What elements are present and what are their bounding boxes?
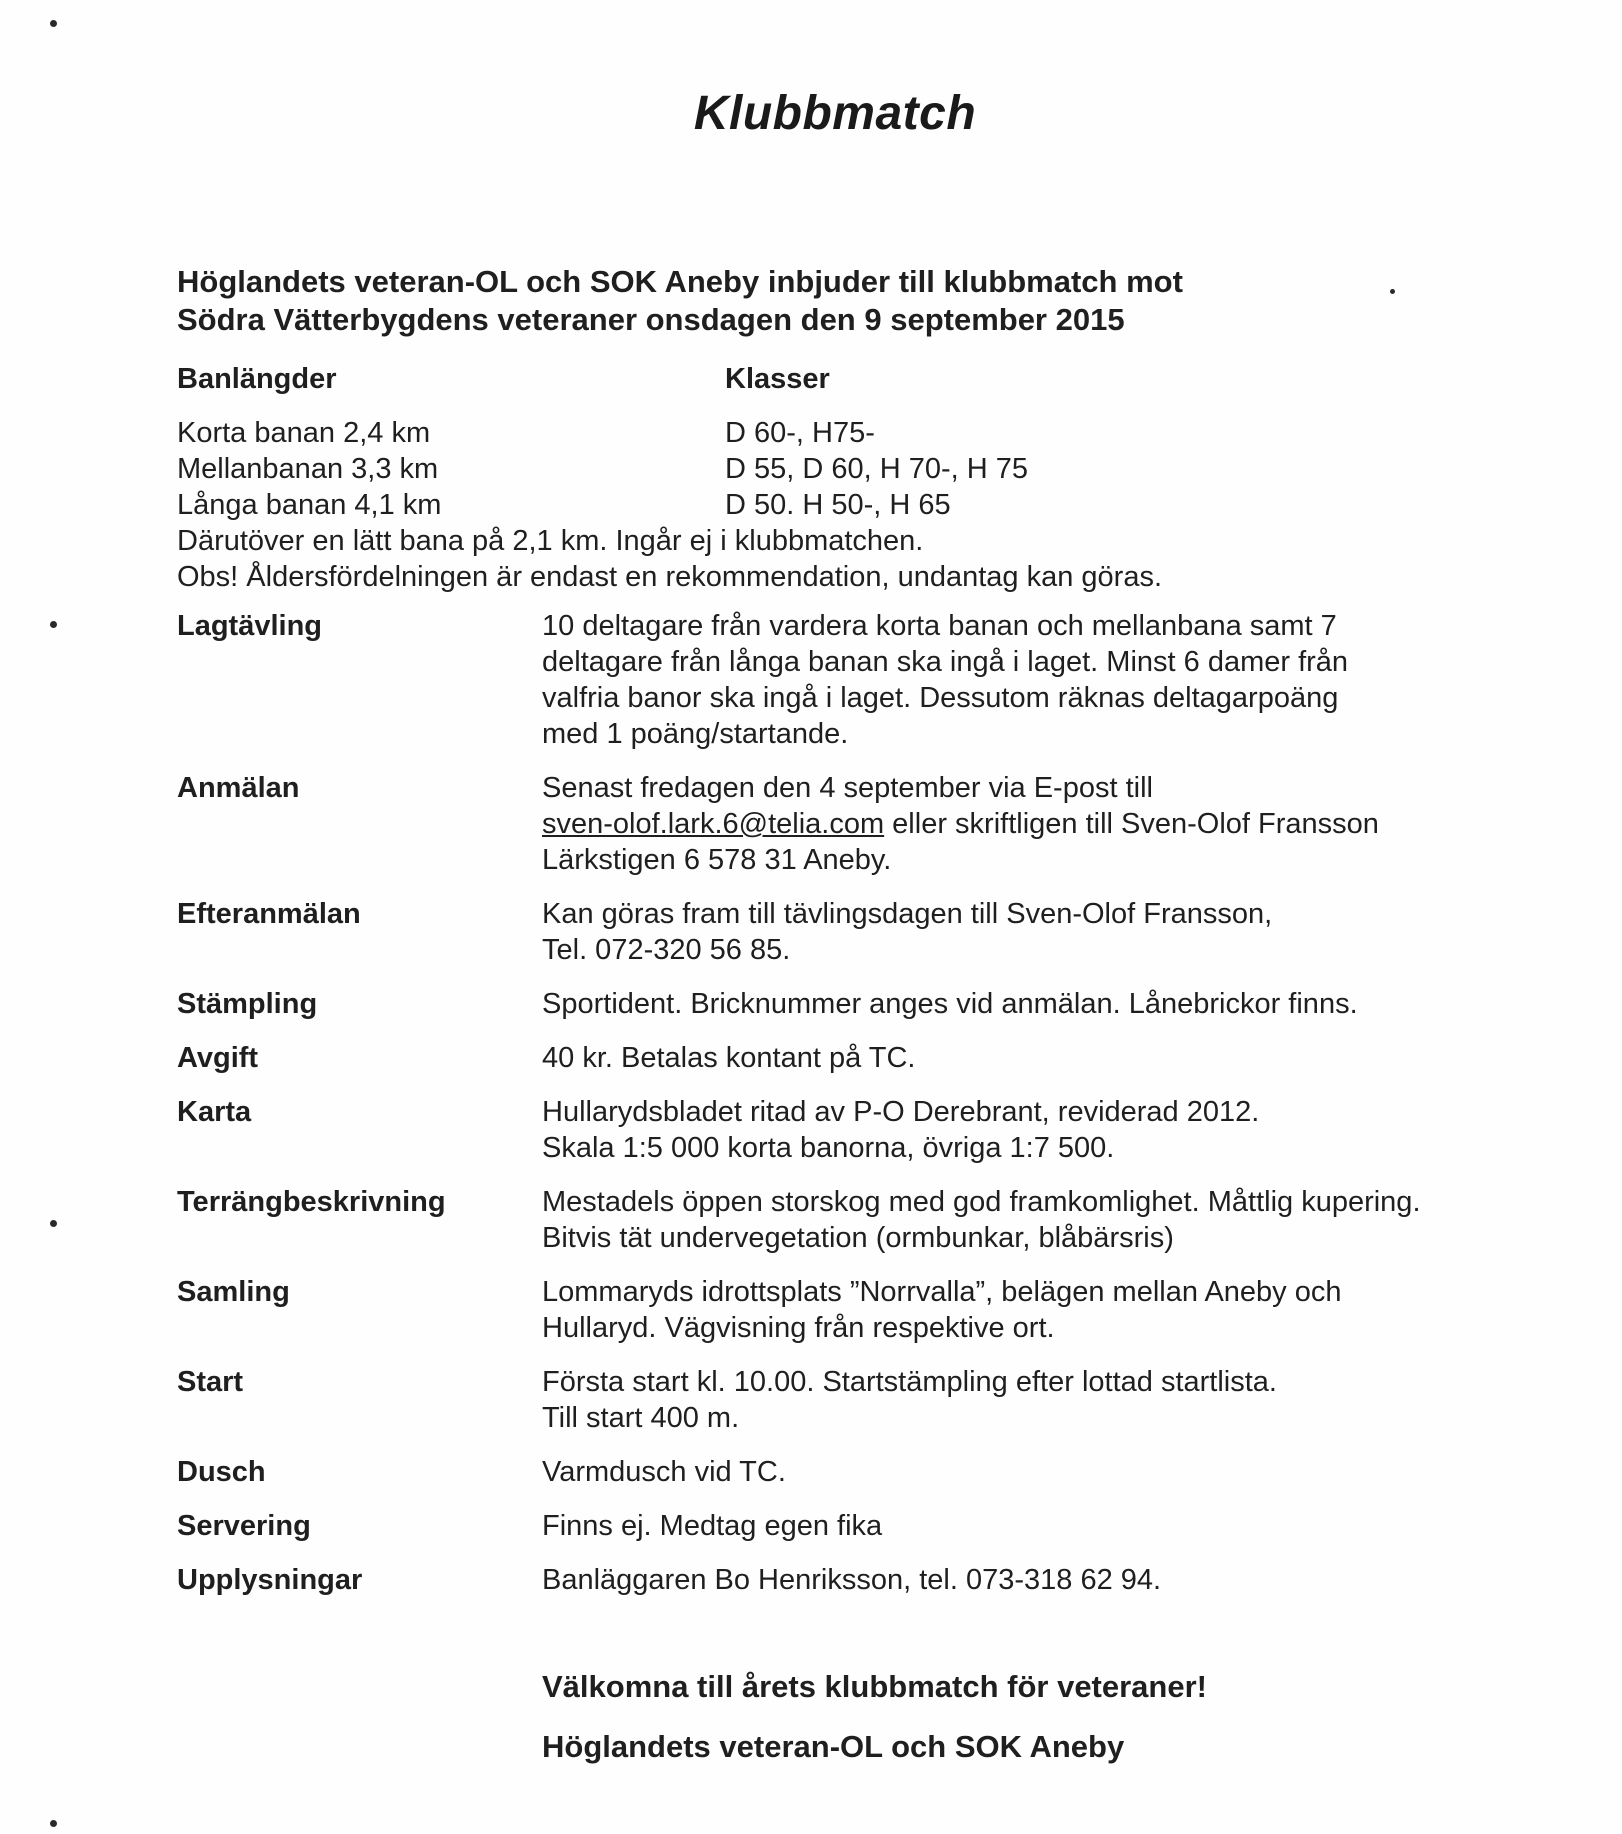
info-row-start: [177, 1364, 1477, 1436]
info-line-rest: eller skriftligen till Sven-Olof Fransson: [884, 808, 1379, 840]
info-label: Servering: [177, 1510, 311, 1542]
scan-speck: [1390, 289, 1395, 294]
course-classes: D 55, D 60, H 70-, H 75: [725, 453, 1029, 485]
info-label: Dusch: [177, 1456, 266, 1488]
invitation-line-2: Södra Vätterbygdens veteraner onsdagen den 9 september 2015: [177, 302, 1125, 337]
course-row: [177, 415, 1162, 451]
info-value: [542, 1364, 1477, 1436]
course-list: [177, 415, 1162, 595]
info-label: Terrängbeskrivning: [177, 1186, 446, 1218]
info-line: Hullarydsbladet ritad av P-O Derebrant, reviderad 2012.: [542, 1096, 1260, 1128]
info-value: [542, 1184, 1477, 1256]
info-line: Till start 400 m.: [542, 1402, 740, 1434]
info-line: Bitvis tät undervegetation (ormbunkar, blåbärsris): [542, 1222, 1174, 1254]
info-value: [542, 770, 1477, 878]
info-line: Senast fredagen den 4 september via E-post till: [542, 772, 1153, 804]
info-row-lagtavling: [177, 608, 1477, 752]
info-line: Lärkstigen 6 578 31 Aneby.: [542, 844, 892, 876]
info-label: Start: [177, 1366, 244, 1398]
info-line: Varmdusch vid TC.: [542, 1456, 786, 1488]
info-line: med 1 poäng/startande.: [542, 718, 849, 750]
document-title: Klubbmatch: [693, 87, 977, 140]
info-line: Finns ej. Medtag egen fika: [542, 1510, 883, 1542]
info-line: Lommaryds idrottsplats ”Norrvalla”, belägen mellan Aneby och: [542, 1276, 1342, 1308]
info-label: Lagtävling: [177, 610, 323, 642]
closing-section: [542, 1657, 1207, 1777]
age-note: Obs! Åldersfördelningen är endast en rekommendation, undantag kan göras.: [177, 561, 1163, 593]
info-row-efteranmalan: [177, 896, 1477, 968]
info-row-avgift: [177, 1040, 1477, 1076]
email-link[interactable]: sven-olof.lark.6@telia.com: [542, 808, 885, 840]
info-line: Kan göras fram till tävlingsdagen till Sven-Olof Fransson,: [542, 898, 1273, 930]
info-value: [542, 986, 1477, 1022]
info-line: 10 deltagare från vardera korta banan och mellanbana samt 7: [542, 610, 1337, 642]
info-row-anmalan: [177, 770, 1477, 878]
info-label: Efteranmälan: [177, 898, 361, 930]
info-label: Samling: [177, 1276, 290, 1308]
info-label: Anmälan: [177, 772, 300, 804]
course-row: [177, 487, 1162, 523]
info-value: [542, 1094, 1477, 1166]
scan-speck: [50, 1820, 57, 1827]
info-label: Avgift: [177, 1042, 259, 1074]
invitation-line-1: Höglandets veteran-OL och SOK Aneby inbjuder till klubbmatch mot: [177, 264, 1183, 299]
info-line: Mestadels öppen storskog med god framkomlighet. Måttlig kupering.: [542, 1186, 1421, 1218]
welcome-message: Välkomna till årets klubbmatch för veteraner!: [542, 1669, 1207, 1704]
info-line: Hullaryd. Vägvisning från respektive ort.: [542, 1312, 1055, 1344]
info-label: Upplysningar: [177, 1564, 363, 1596]
easy-course-note: Därutöver en lätt bana på 2,1 km. Ingår ej i klubbmatchen.: [177, 525, 924, 557]
info-line: Sportident. Bricknummer anges vid anmälan. Lånebrickor finns.: [542, 988, 1358, 1020]
info-value: [542, 1040, 1477, 1076]
info-line: valfria banor ska ingå i laget. Dessutom räknas deltagarpoäng: [542, 682, 1339, 714]
info-line: Skala 1:5 000 korta banorna, övriga 1:7 500.: [542, 1132, 1115, 1164]
info-row-karta: [177, 1094, 1477, 1166]
info-line: Tel. 072-320 56 85.: [542, 934, 791, 966]
course-lengths-header: Banlängder: [177, 363, 337, 395]
info-line: Första start kl. 10.00. Startstämpling efter lottad startlista.: [542, 1366, 1277, 1398]
info-value: [542, 1508, 1477, 1544]
info-value: [542, 896, 1477, 968]
info-line: 40 kr. Betalas kontant på TC.: [542, 1042, 916, 1074]
info-value: [542, 1562, 1477, 1598]
info-line: [542, 806, 1477, 842]
info-line: deltagare från långa banan ska ingå i laget. Minst 6 damer från: [542, 646, 1349, 678]
info-label: Stämpling: [177, 988, 318, 1020]
info-value: [542, 608, 1477, 752]
info-line: Banläggaren Bo Henriksson, tel. 073-318 62 94.: [542, 1564, 1162, 1596]
info-row-upplysningar: [177, 1562, 1477, 1598]
info-row-dusch: [177, 1454, 1477, 1490]
scan-speck: [50, 621, 57, 628]
scan-speck: [50, 1220, 57, 1227]
info-value: [542, 1454, 1477, 1490]
course-name: Mellanbanan 3,3 km: [177, 453, 439, 485]
info-section: [177, 608, 1477, 1616]
info-label: Karta: [177, 1096, 252, 1128]
course-classes: D 50. H 50-, H 65: [725, 489, 951, 521]
info-row-servering: [177, 1508, 1477, 1544]
course-name: Korta banan 2,4 km: [177, 417, 431, 449]
info-row-stampling: [177, 986, 1477, 1022]
signature: Höglandets veteran-OL och SOK Aneby: [542, 1729, 1125, 1764]
info-value: [542, 1274, 1477, 1346]
course-classes: D 60-, H75-: [725, 417, 875, 449]
course-name: Långa banan 4,1 km: [177, 489, 442, 521]
invitation-heading: [177, 263, 1377, 339]
info-row-terrang: [177, 1184, 1477, 1256]
info-row-samling: [177, 1274, 1477, 1346]
classes-header: Klasser: [725, 363, 830, 395]
course-row: [177, 451, 1162, 487]
scan-speck: [50, 20, 57, 27]
